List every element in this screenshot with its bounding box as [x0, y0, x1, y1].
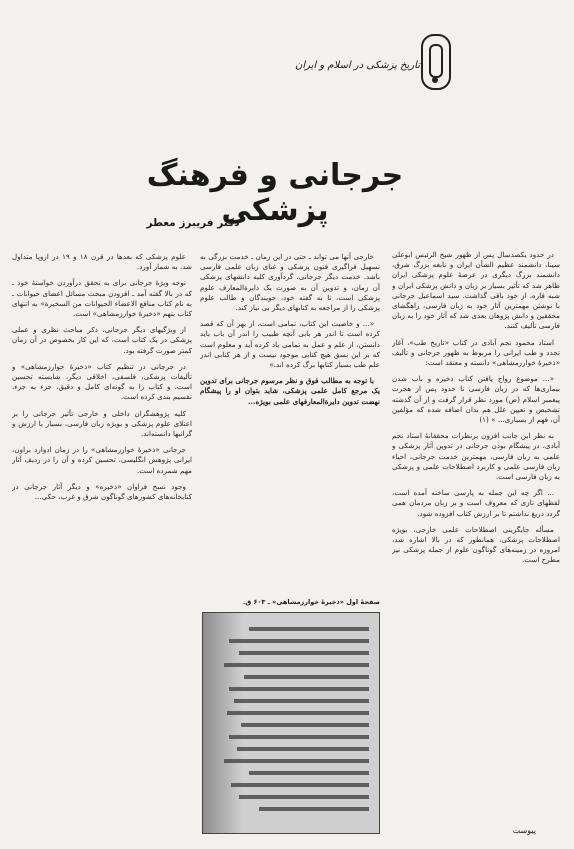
- paragraph: از ویژگیهای دیگر جرجانی، ذکر مباحث نظری و عملی پزشکی در یک کتاب است، که این کار بخصوص در آن زمان کمتر صورت گرفته بود.: [12, 325, 192, 355]
- article-title: جرجانی و فرهنگ پزشکی: [146, 158, 404, 228]
- paragraph: خارجی آنها می تواند ـ حتی در این زمان ـ خدمت بزرگی به تسهیل فراگیری فنون پزشکی و غنای زبان علمی فارسی باشد. خدمت دیگر جرجانی، گردآوری کلیه دانشهای پزشکی آن زمان، و تدوین آن به صورت یک دایرةالمعارف علوم پزشکی است، تا به گفته خود، جویندگان و طالب علوم پزشکی را از مراجعه به کتابهای دیگر بی نیاز کند.: [200, 252, 380, 313]
- paragraph: علوم پزشکی که بعدها در قرن ۱۸ و ۱۹ در اروپا متداول شد، به شمار آورد.: [12, 252, 192, 272]
- paragraph: استاد محمود نجم آبادی در کتاب «تاریخ طب»، آغاز تجدد و طب ایرانی را مربوط به ظهور جرجانی و تألیف «ذخیرهٔ خوارزمشاهی» دانسته و معتقد است:: [392, 337, 560, 368]
- paragraph: توجه ویژهٔ جرجانی برای به تحقق درآوردن خواستهٔ خود ـ که در بالا گفته آمد ـ افزودن مبحث مسائل اعضای حیوانات ـ به نام کتاب منافع الاعضاء الحیوانات من السخیرة» به انتهای کتاب بنهم «ذخیرهٔ خوارزمشاهی» است.: [12, 278, 192, 319]
- article-author: دکتر فریبرز معطر: [146, 217, 240, 229]
- paragraph: جرجانی «ذخیرهٔ خوارزمشاهی» را در زمان ادوارد براون، ایرانی پژوهش انگلیسی، تحسین کرده و آن را در ردیف آثار مهم شمرده است.: [12, 445, 192, 475]
- journal-logo: [421, 34, 451, 90]
- manuscript-image: [202, 612, 380, 834]
- column-left: [12, 252, 192, 812]
- paragraph: به نظر این جانب افزون برنظرات محققانهٔ استاد نجم آبادی، در پیشگام بودن جرجانی در تدوین آثار پزشکی و علمی به زبان فارسی، مهمترین خدمت جرجانی، احیاء زبان فارسی علمی و کاربرد اصطلاحات علمی و پزشکی به زبان فارسی است.: [392, 431, 560, 482]
- paragraph: کلیه پژوهشگران داخلی و خارجی تأثیر جرجانی را بر اعتلای علوم پزشکی و بویژه زبان فارسی، بسیار با ارزش و گرانبها دانسته‌اند.: [12, 408, 192, 439]
- footer-signature: پیوست: [512, 826, 536, 835]
- paragraph: با توجه به مطالب فوق و نظر مرسوم جرجانی برای تدوین یک مرجع کامل علمی پزشکی، شاید بتوان او را پیشگام نهضت تدوین دایرةالمعارفهای علمی بویژه...: [200, 376, 380, 406]
- paragraph: وجود نسخ فراوان «ذخیره» و دیگر آثار جرجانی در کتابخانه‌های کشورهای گوناگون شرق و غرب، حکی...: [12, 481, 192, 502]
- paragraph: در جرجانی در تنظیم کتاب «ذخیرهٔ خوارزمشاهی» و تألیفات پزشکی، فلسفی، اخلاقی دیگر، شایسته تحسین است، و کتاب را به گونه‌ای کامل و دقیق، جزء به جزء، تقسیم بندی کرده است.: [12, 361, 192, 402]
- paragraph: مسأله جایگزینی اصطلاحات علمی خارجی، بویژه اصطلاحات پزشکی، همانطور که در بالا اشاره شد، امروزه در زمینه‌های گوناگون علوم از جمله پزشکی نیز مطرح است.: [392, 524, 560, 565]
- paragraph: «... موضوع رواج یافتن کتاب ذخیره و باب شدن بیماری‌ها که در زبان فارسی تا حدود پس از هجرت پیغمبر اسلام (ص) مورد نظر قرار گرفت و از آن گذشته تشخیص و تعیین علل هم بدان اضافه شده که مؤلفین آن، فهم از بسیاری... » (۱): [392, 374, 560, 425]
- paragraph: «... و خاصیت این کتاب، تمامی است، از بهر آن که قصد کرده است تا اندر هر بابی آنچه طبیب را اندر آن باب باید دانستن، از علم و عمل به تمامی یاد کرده آید و معلوم است که بر این نسق هیچ کتابی موجود نیست و از هر کتابی اندر علم طب بسیار کتابها برگ کرده اند.»: [200, 319, 380, 370]
- column-middle: [200, 252, 380, 586]
- paragraph: در حدود یکصدسال پس از ظهور شیخ الرئیس ابوعلی سینا، دانشمند عظیم الشأن ایران و نابغه بزرگ شرق، دانشمند بزرگ دیگری در عرصهٔ علوم پزشکی ایران ظاهر شد که تأثیر بسیار بر زبان و دانش پزشکی ایران و شبه قاره، از خود باقی گذاشت. سید اسماعیل جرجانی با نوشتن مهمترین آثار خود به زبان فارسی، راهگشای محققین و دانش پژوهان بعدی شد که آثار خود را به زبان فارسی تألیف کنند.: [392, 250, 560, 331]
- figure-caption: صفحهٔ اول «ذخیرهٔ خوارزمشاهی» ـ ۶۰۳ ق.: [242, 598, 380, 606]
- column-right: [392, 250, 560, 832]
- journal-title: تاریخ پزشکی در اسلام و ایران: [295, 60, 420, 71]
- paragraph: ... اگر چه این جمله به پارسی ساخته آمده است، لفظهای تازی که معروف است و بر زبان مردمان همی گردد دریغ نداشتم تا بر ارزش کتاب افزوده شود.: [392, 488, 560, 518]
